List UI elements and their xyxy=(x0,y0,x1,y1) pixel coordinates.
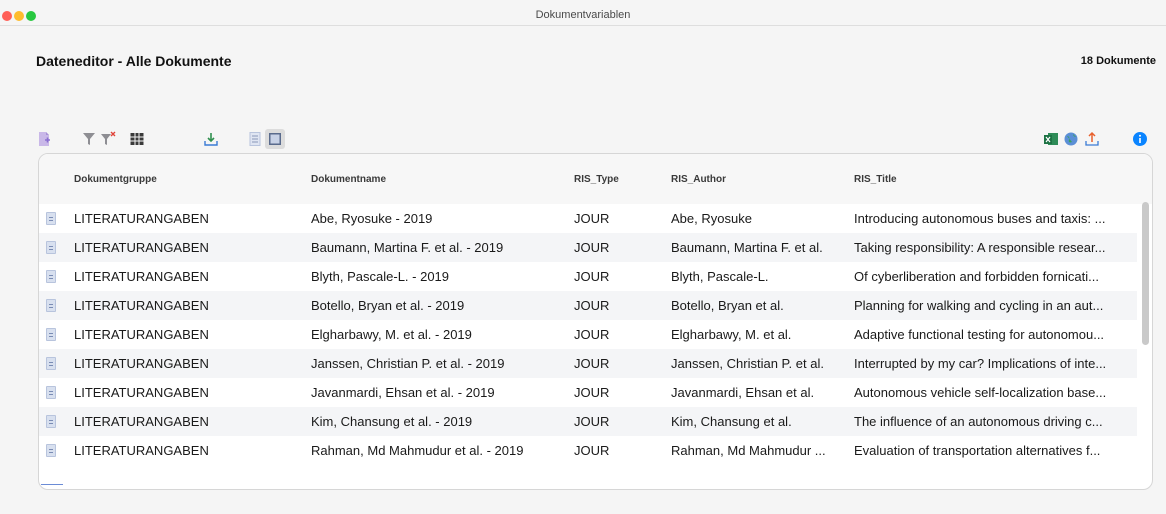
cell-ris-title: Autonomous vehicle self-localization base... xyxy=(854,385,1107,400)
cell-ris-title: Of cyberliberation and forbidden fornicati... xyxy=(854,269,1099,284)
cell-ris-author: Blyth, Pascale-L. xyxy=(671,269,769,284)
cell-dokumentname: Blyth, Pascale-L. - 2019 xyxy=(311,269,450,284)
document-icon xyxy=(46,444,56,457)
cell-ris-title: Interrupted by my car? Implications of inte... xyxy=(854,356,1107,371)
new-document-icon[interactable] xyxy=(36,131,52,147)
cell-ris-type: JOUR xyxy=(574,443,610,458)
share-upload-icon[interactable] xyxy=(1084,131,1100,147)
cell-ris-title: Adaptive functional testing for autonomou... xyxy=(854,327,1105,342)
cell-dokumentgruppe: LITERATURANGABEN xyxy=(74,327,209,342)
document-icon xyxy=(46,328,56,341)
window-title: Dokumentvariablen xyxy=(535,9,631,21)
document-icon xyxy=(46,386,56,399)
cell-dokumentname: Elgharbawy, M. et al. - 2019 xyxy=(311,327,472,342)
cell-ris-author: Janssen, Christian P. et al. xyxy=(671,356,824,371)
cell-ris-type: JOUR xyxy=(574,298,610,313)
document-view-icon[interactable] xyxy=(247,131,263,147)
cell-dokumentname: Janssen, Christian P. et al. - 2019 xyxy=(311,356,505,371)
cell-dokumentname: Kim, Chansung et al. - 2019 xyxy=(311,414,473,429)
cell-ris-title: Evaluation of transportation alternatives f... xyxy=(854,443,1101,458)
clear-filter-icon[interactable] xyxy=(100,131,116,147)
cell-dokumentgruppe: LITERATURANGABEN xyxy=(74,443,209,458)
cell-dokumentname: Botello, Bryan et al. - 2019 xyxy=(311,298,465,313)
cell-ris-type: JOUR xyxy=(574,269,610,284)
cell-dokumentname: Javanmardi, Ehsan et al. - 2019 xyxy=(311,385,495,400)
cell-dokumentname: Baumann, Martina F. et al. - 2019 xyxy=(311,240,504,255)
table-row[interactable] xyxy=(39,320,1137,349)
excel-export-icon[interactable] xyxy=(1043,131,1059,147)
cell-dokumentgruppe: LITERATURANGABEN xyxy=(74,414,209,429)
cell-ris-type: JOUR xyxy=(574,327,610,342)
column-header-dokumentgruppe[interactable]: Dokumentgruppe xyxy=(74,174,157,185)
document-icon xyxy=(46,212,56,225)
next-row-edge xyxy=(41,484,63,486)
cell-ris-type: JOUR xyxy=(574,414,610,429)
document-icon xyxy=(46,357,56,370)
table-row[interactable] xyxy=(39,204,1137,233)
cell-ris-type: JOUR xyxy=(574,240,610,255)
cell-dokumentgruppe: LITERATURANGABEN xyxy=(74,240,209,255)
cell-ris-title: The influence of an autonomous driving c... xyxy=(854,414,1103,429)
cell-dokumentgruppe: LITERATURANGABEN xyxy=(74,298,209,313)
cell-ris-author: Baumann, Martina F. et al. xyxy=(671,240,823,255)
web-export-icon[interactable] xyxy=(1063,131,1079,147)
cell-ris-author: Kim, Chansung et al. xyxy=(671,414,792,429)
table-row[interactable] xyxy=(39,436,1137,465)
info-icon[interactable] xyxy=(1132,131,1148,147)
cell-ris-author: Botello, Bryan et al. xyxy=(671,298,784,313)
column-header-ris-author[interactable]: RIS_Author xyxy=(671,174,726,185)
filter-icon[interactable] xyxy=(81,131,97,147)
cell-ris-type: JOUR xyxy=(574,211,610,226)
cell-dokumentgruppe: LITERATURANGABEN xyxy=(74,356,209,371)
column-header-dokumentname[interactable]: Dokumentname xyxy=(311,174,387,185)
cell-dokumentgruppe: LITERATURANGABEN xyxy=(74,211,209,226)
cell-ris-author: Rahman, Md Mahmudur ... xyxy=(671,443,826,458)
document-icon xyxy=(46,415,56,428)
cell-dokumentgruppe: LITERATURANGABEN xyxy=(74,269,209,284)
column-header-ris-title[interactable]: RIS_Title xyxy=(854,174,897,185)
document-icon xyxy=(46,299,56,312)
cell-dokumentname: Abe, Ryosuke - 2019 xyxy=(311,211,433,226)
table-view-icon[interactable] xyxy=(265,129,285,149)
cell-ris-author: Abe, Ryosuke xyxy=(671,211,752,226)
document-count: 18 Dokumente xyxy=(1080,55,1156,67)
table-row[interactable] xyxy=(39,349,1137,378)
table-row[interactable] xyxy=(39,233,1137,262)
document-icon xyxy=(46,241,56,254)
title-bar xyxy=(0,6,1166,26)
page-title: Dateneditor - Alle Dokumente xyxy=(36,53,232,69)
cell-ris-title: Taking responsibility: A responsible resear... xyxy=(854,240,1106,255)
table-row[interactable] xyxy=(39,262,1137,291)
table-row[interactable] xyxy=(39,291,1137,320)
cell-ris-type: JOUR xyxy=(574,356,610,371)
columns-icon[interactable] xyxy=(129,131,145,147)
cell-dokumentname: Rahman, Md Mahmudur et al. - 2019 xyxy=(311,443,524,458)
column-header-ris-type[interactable]: RIS_Type xyxy=(574,174,619,185)
data-table[interactable] xyxy=(38,153,1153,490)
table-row[interactable] xyxy=(39,378,1137,407)
document-icon xyxy=(46,270,56,283)
cell-ris-author: Javanmardi, Ehsan et al. xyxy=(671,385,815,400)
download-icon[interactable] xyxy=(203,131,219,147)
cell-ris-author: Elgharbawy, M. et al. xyxy=(671,327,792,342)
table-header xyxy=(39,154,1152,204)
cell-ris-type: JOUR xyxy=(574,385,610,400)
cell-ris-title: Planning for walking and cycling in an aut... xyxy=(854,298,1104,313)
vertical-scrollbar[interactable] xyxy=(1142,202,1149,345)
table-row[interactable] xyxy=(39,407,1137,436)
cell-dokumentgruppe: LITERATURANGABEN xyxy=(74,385,209,400)
cell-ris-title: Introducing autonomous buses and taxis: ... xyxy=(854,211,1106,226)
